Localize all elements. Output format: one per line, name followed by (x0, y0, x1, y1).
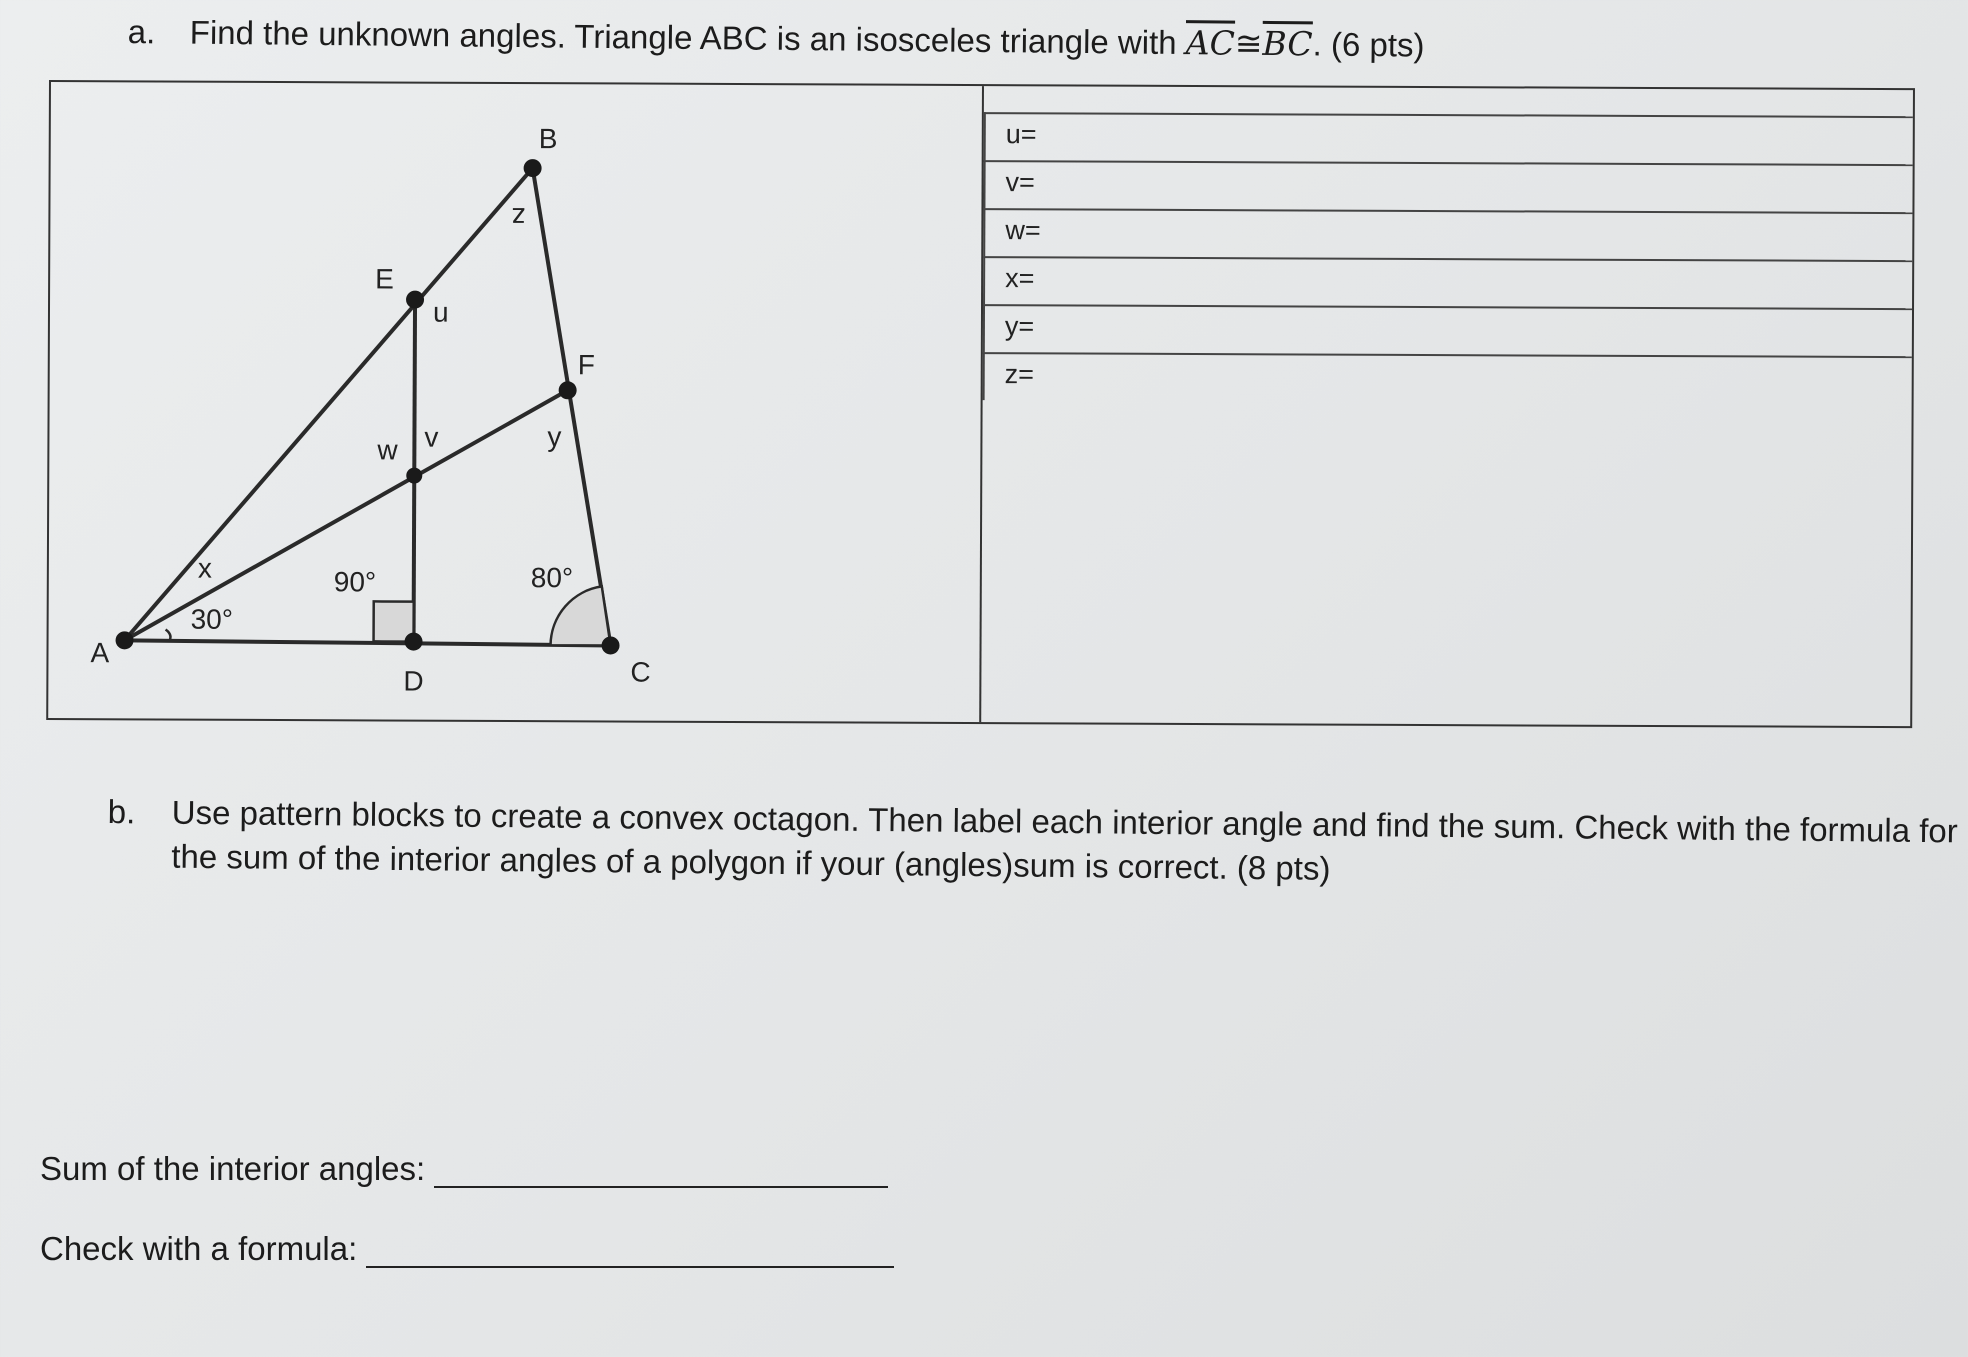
check-answer-line[interactable] (366, 1226, 894, 1268)
question-b (107, 790, 1968, 898)
answer-row-z[interactable] (983, 352, 1912, 404)
question-a (128, 12, 1425, 65)
answer-label-y: y= (1004, 311, 1035, 342)
label-v: v (424, 421, 439, 453)
label-angle-d: 90° (333, 566, 377, 598)
answer-row-u[interactable] (984, 112, 1913, 164)
point-d (405, 633, 423, 651)
label-e: E (375, 263, 394, 295)
answer-label-v: v= (1005, 167, 1035, 198)
question-b-letter: b. (107, 792, 136, 831)
check-field (40, 1226, 894, 1268)
problem-frame (46, 80, 1915, 728)
answer-row-y[interactable] (983, 304, 1912, 356)
label-b: B (538, 123, 558, 155)
answer-label-x: x= (1005, 263, 1035, 294)
answer-row-w[interactable] (983, 208, 1912, 260)
label-y: y (547, 421, 562, 453)
question-a-letter: a. (127, 12, 156, 51)
question-a-text: Find the unknown angles. Triangle ABC is an isosceles triangle with (189, 13, 1186, 62)
label-a: A (90, 637, 110, 669)
label-c: C (630, 656, 651, 688)
label-d: D (403, 665, 424, 697)
check-label: Check with a formula: (40, 1230, 358, 1267)
label-angle-a: 30° (190, 603, 234, 635)
question-a-points: . (6 pts) (1312, 25, 1425, 64)
question-b-text: Use pattern blocks to create a convex octagon. Then label each interior angle and find the sum. Check with the formula for the sum of the interior angles of a polygon if your (angles)sum is correct. (8 pts) (171, 793, 1958, 887)
point-c (601, 636, 619, 654)
point-g (406, 468, 422, 484)
segment-ac: $\overline{AC}$ (1185, 23, 1236, 63)
answer-label-w: w= (1005, 215, 1041, 246)
sum-field (40, 1150, 888, 1188)
point-a (116, 631, 134, 649)
point-f (559, 381, 577, 399)
answer-label-z: z= (1004, 359, 1035, 390)
segment-bc: $\overline{BC}$ (1262, 23, 1313, 64)
label-w: w (377, 434, 398, 466)
label-x: x (197, 552, 212, 584)
label-angle-c: 80° (530, 562, 574, 594)
side-ac (125, 640, 611, 645)
triangle-diagram (48, 82, 981, 726)
angle-arc-c (551, 586, 611, 645)
side-ab (125, 166, 533, 642)
label-z: z (511, 202, 526, 234)
label-f: F (577, 349, 595, 381)
point-e (406, 291, 424, 309)
point-b (524, 159, 542, 177)
label-u: u (432, 296, 449, 328)
sum-answer-line[interactable] (434, 1150, 888, 1188)
answer-label-u: u= (1005, 119, 1037, 150)
congruent-symbol: ≅ (1234, 24, 1263, 62)
answer-row-v[interactable] (983, 160, 1912, 212)
sum-label: Sum of the interior angles: (40, 1150, 426, 1187)
answer-table (983, 112, 1913, 404)
answer-row-x[interactable] (983, 256, 1912, 308)
